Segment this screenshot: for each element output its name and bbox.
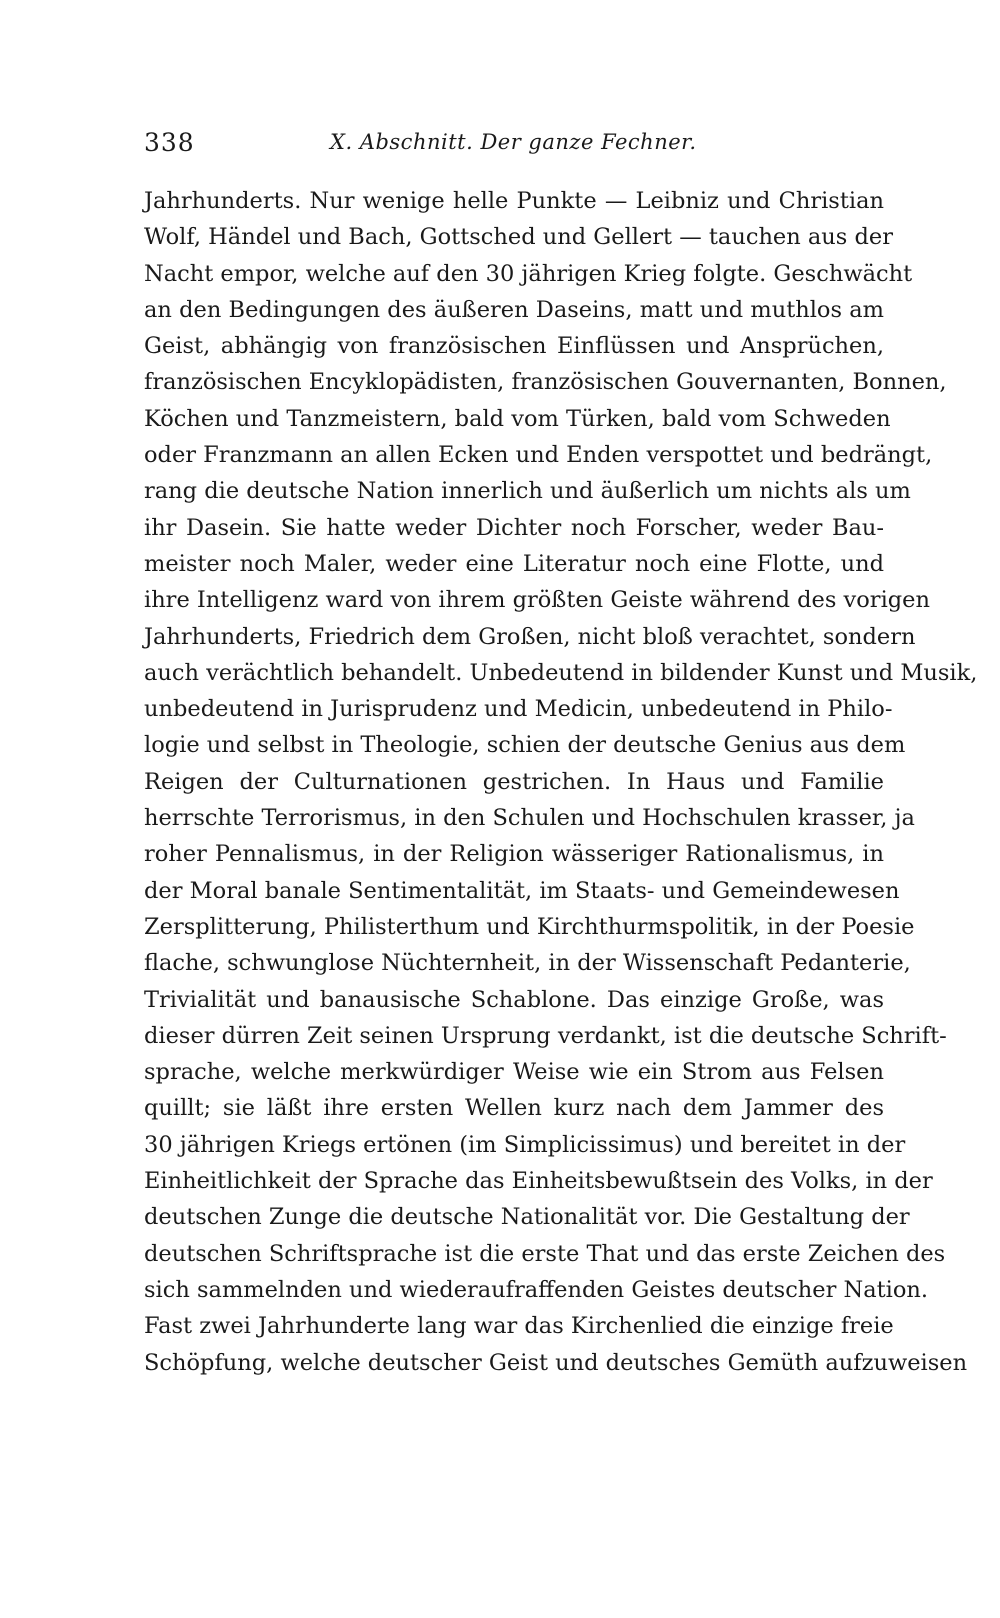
text-line: 30 jährigen Kriegs ertönen (im Simplicissimus) und bereitet in der	[144, 1131, 906, 1158]
text-line: sich sammelnden und wiederaufraffenden Geistes deutscher Nation.	[144, 1276, 929, 1303]
text-line: auch verächtlich behandelt. Unbedeutend in bildender Kunst und Musik,	[144, 659, 978, 686]
text-line: ihre Intelligenz ward von ihrem größten Geiste während des vorigen	[144, 587, 930, 614]
text-line: meister noch Maler, weder eine Literatur noch eine Flotte, und	[144, 550, 884, 577]
text-line: flache, schwunglose Nüchternheit, in der Wissenschaft Pedanterie,	[144, 950, 911, 977]
text-line: oder Franzmann an allen Ecken und Enden verspottet und bedrängt,	[144, 442, 933, 469]
text-line: deutschen Zunge die deutsche Nationalität vor. Die Gestaltung der	[144, 1204, 910, 1231]
text-line: dieser dürren Zeit seinen Ursprung verdankt, ist die deutsche Schrift-	[144, 1022, 947, 1049]
text-line: ihr Dasein. Sie hatte weder Dichter noch Forscher, weder Bau-	[144, 514, 884, 541]
text-line: französischen Encyklopädisten, französischen Gouvernanten, Bonnen,	[144, 369, 947, 396]
text-line: der Moral banale Sentimentalität, im Staats- und Gemeindewesen	[144, 877, 900, 904]
text-line: Jahrhunderts. Nur wenige helle Punkte — Leibniz und Christian	[144, 188, 884, 214]
text-line: unbedeutend in Jurisprudenz und Medicin, unbedeutend in Philo-	[144, 696, 893, 723]
text-line: Nacht empor, welche auf den 30 jährigen Krieg folgte. Geschwächt	[144, 260, 913, 287]
text-line: an den Bedingungen des äußeren Daseins, matt und muthlos am	[144, 296, 884, 323]
text-line: logie und selbst in Theologie, schien der deutsche Genius aus dem	[144, 732, 906, 759]
page-number: 338	[144, 128, 195, 157]
text-line: herrschte Terrorismus, in den Schulen und Hochschulen krasser, ja	[144, 805, 915, 832]
text-line: Fast zwei Jahrhunderte lang war das Kirchenlied die einzige freie	[144, 1313, 894, 1340]
text-line: Reigen der Culturnationen gestrichen. In Haus und Familie	[144, 768, 884, 795]
text-line: quillt; sie läßt ihre ersten Wellen kurz nach dem Jammer des	[144, 1095, 884, 1122]
body-text	[144, 183, 978, 1381]
text-line: Wolf, Händel und Bach, Gottsched und Gellert — tauchen aus der	[144, 224, 893, 251]
text-line: rang die deutsche Nation innerlich und äußerlich um nichts als um	[144, 478, 911, 505]
text-line: Trivialität und banausische Schablone. Das einzige Große, was	[144, 986, 884, 1013]
text-line: Jahrhunderts, Friedrich dem Großen, nicht bloß verachtet, sondern	[144, 623, 916, 650]
text-line: roher Pennalismus, in der Religion wässeriger Rationalismus, in	[144, 841, 884, 868]
text-line: Schöpfung, welche deutscher Geist und deutsches Gemüth aufzuweisen	[144, 1349, 968, 1376]
text-line: Zersplitterung, Philisterthum und Kirchthurmspolitik, in der Poesie	[144, 913, 915, 940]
text-line: Einheitlichkeit der Sprache das Einheitsbewußtsein des Volks, in der	[144, 1168, 933, 1195]
text-line: Geist, abhängig von französischen Einflüssen und Ansprüchen,	[144, 333, 884, 360]
text-line: Köchen und Tanzmeistern, bald vom Türken, bald vom Schweden	[144, 405, 891, 432]
page-header	[144, 128, 884, 168]
running-head: X. Abschnitt. Der ganze Fechner.	[330, 130, 697, 154]
text-line: sprache, welche merkwürdiger Weise wie ein Strom aus Felsen	[144, 1059, 884, 1086]
text-line: deutschen Schriftsprache ist die erste That und das erste Zeichen des	[144, 1240, 946, 1267]
